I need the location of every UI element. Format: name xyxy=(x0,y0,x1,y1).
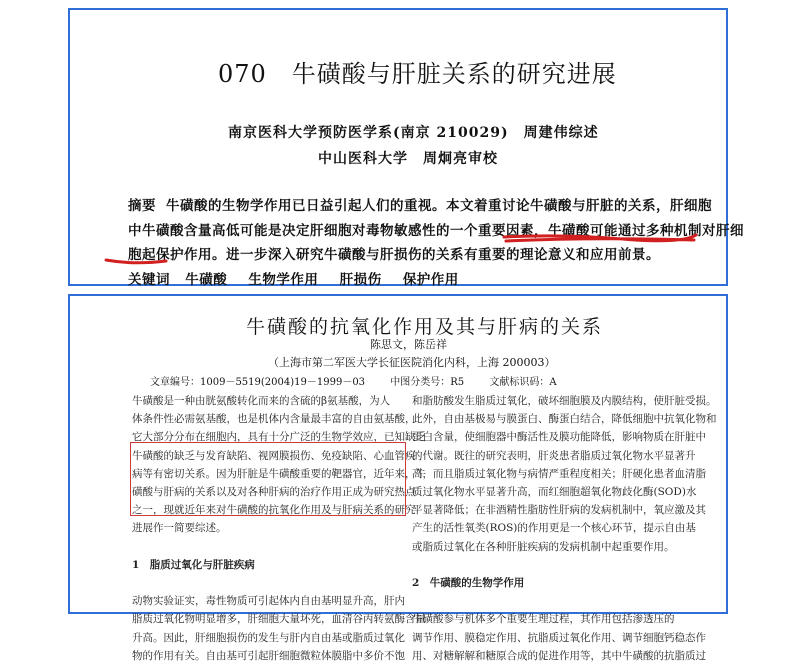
highlight-box xyxy=(130,442,406,516)
article-meta xyxy=(150,373,579,388)
keywords-line xyxy=(128,268,475,288)
keywords-label: 关键词 xyxy=(128,272,170,288)
keyword-item: 保护作用 xyxy=(402,272,459,288)
body-line: 和脂肪酸发生脂质过氧化，破坏细胞膜及内膜结构，使肝脏受损。 xyxy=(412,395,717,407)
keyword-item: 生物学作用 xyxy=(248,272,319,288)
body-line: 高，而且脂质过氧化物与病情严重程度相关；肝硬化患者血清脂 xyxy=(412,467,706,480)
body-line: 病等有密切关系。因为肝脏是牛磺酸重要的靶器官，近年来，牛 xyxy=(132,467,426,480)
highlight-underline-2 xyxy=(104,256,168,266)
abstract-line-1 xyxy=(128,194,712,214)
abstract-line-2: 中牛磺酸含量高低可能是决定肝细胞对毒物敏感性的一个重要因素，牛磺酸可能通过多种机制对肝细 xyxy=(128,223,744,239)
article-title: 牛磺酸的抗氧化作用及其与肝病的关系 xyxy=(246,316,604,338)
abstract-text-1: 牛磺酸的生物学作用已日益引起人们的重视。本文着重讨论牛磺酸与肝脏的关系，肝细胞 xyxy=(166,198,712,214)
body-line: 调节作用、膜稳定作用、抗脂质过氧化作用、调节细胞钙稳态作 xyxy=(412,631,706,644)
affiliation-line-1: 南京医科大学预防医学系(南京 210029) 周建伟综述 xyxy=(228,125,599,141)
doc-code: 文献标识码：A xyxy=(489,377,557,388)
body-line: 用、对糖解解和糖原合成的促进作用等，其中牛磺酸的抗脂质过 xyxy=(412,649,706,662)
section-heading-2: 2 牛磺酸的生物学作用 xyxy=(412,577,525,590)
body-line: 牛磺酸参与机体多个重要生理过程，其作用包括渗透压的 xyxy=(412,613,675,626)
body-line: 此外，自由基极易与膜蛋白、酶蛋白结合，降低细胞中抗氧化物和 xyxy=(412,413,717,426)
body-line: 或脂质过氧化在各种肝脏疾病的发病机制中起重要作用。 xyxy=(412,540,675,553)
section-heading-1: 1 脂质过氧化与肝脏疾病 xyxy=(132,558,255,571)
body-line: 体条件性必需氨基酸，也是机体内含量最丰富的自由氨基酸， xyxy=(132,413,416,426)
body-line: 蛋白含量，使细胞器中酶活性及膜功能降低，影响物质在肝脏中 xyxy=(412,431,706,444)
abstract-label: 摘要 xyxy=(128,198,156,214)
abstract-line-3: 胞起保护作用。进一步深入研究牛磺酸与肝损伤的关系有重要的理论意义和应用前景。 xyxy=(128,247,660,263)
blank-line xyxy=(412,556,717,574)
blank-line xyxy=(132,574,426,592)
body-line: 物的作用有关。自由基可引起肝细胞微粒体膜脂中多价不饱 xyxy=(132,649,405,662)
right-column xyxy=(412,392,717,665)
article-authors: 陈思文，陈岳祥 xyxy=(370,338,447,351)
highlight-underline-1 xyxy=(502,232,698,244)
body-line: 脂质过氧化物明显增多，肝细胞大量坏死，血清谷丙转氨酶含量 xyxy=(132,613,426,626)
blank-line xyxy=(132,538,426,556)
body-line: 升高。因此，肝细胞损伤的发生与肝内自由基或脂质过氧化 xyxy=(132,631,405,644)
body-line: 平显著降低；在非酒精性脂肪性肝病的发病机制中，氧应激及其 xyxy=(412,504,706,517)
body-line: 牛磺酸是一种由胱氨酸转化而来的含硫的β氨基酸，为人 xyxy=(132,395,391,407)
body-line: 磺酸与肝病的关系以及对各种肝病的治疗作用正成为研究热点 xyxy=(132,486,416,499)
article-panel-2 xyxy=(68,294,728,662)
affiliation-line-2: 中山医科大学 周炯亮审校 xyxy=(318,151,498,167)
body-line: 它大部分分布在细胞内，具有十分广泛的生物学效应，已知缺乏 xyxy=(132,431,426,444)
clc-number: 中图分类号：R5 xyxy=(390,377,465,388)
body-line: 质过氧化物水平显著升高，而红细胞超氧化物歧化酶(SOD)水 xyxy=(412,486,697,499)
body-line: 的代谢。既往的研究表明，肝炎患者脂质过氧化物水平显著升 xyxy=(412,449,696,462)
paper-title: 070 牛磺酸与肝脏关系的研究进展 xyxy=(218,60,617,88)
body-line: 动物实验证实，毒性物质可引起体内自由基明显升高，肝内 xyxy=(132,595,405,608)
keyword-item: 肝损伤 xyxy=(339,272,382,288)
keyword-item: 牛磺酸 xyxy=(185,272,228,288)
body-line: 牛磺酸的缺乏与发育缺陷、视网膜损伤、免疫缺陷、心血管疾 xyxy=(132,449,416,462)
blank-line xyxy=(412,592,717,610)
body-line: 产生的活性氧类(ROS)的作用更是一个核心环节，提示自由基 xyxy=(412,522,696,535)
article-affiliation: （上海市第二军医大学长征医院消化内科，上海 200003） xyxy=(268,356,556,369)
body-line: 进展作一简要综述。 xyxy=(132,522,227,535)
body-line: 之一，现就近年来对牛磺酸的抗氧化作用及与肝病关系的研究 xyxy=(132,504,416,517)
article-number: 文章编号：1009－5519(2004)19－1999－03 xyxy=(150,377,366,388)
abstract-panel-1 xyxy=(68,8,744,288)
left-column xyxy=(132,392,426,665)
